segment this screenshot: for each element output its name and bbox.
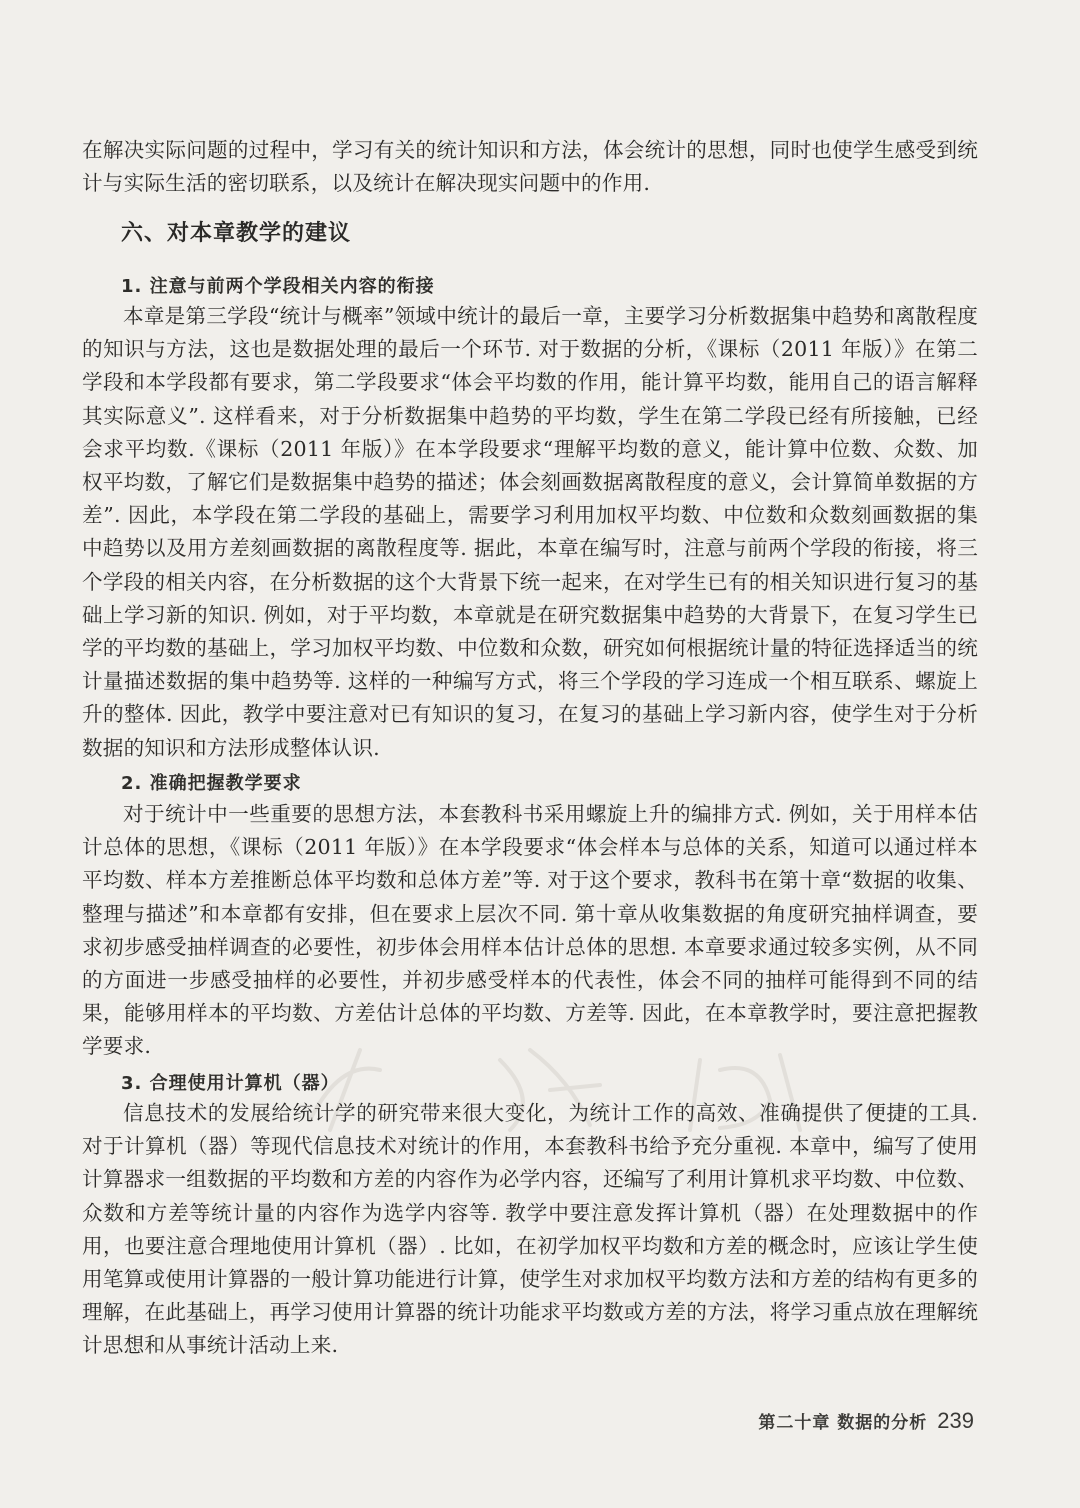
subsection-2-heading: 2. 准确把握教学要求 bbox=[121, 773, 302, 794]
section-title: 六、对本章教学的建议 bbox=[121, 221, 352, 246]
page-footer bbox=[758, 1408, 974, 1434]
footer-chapter-title: 第二十章 数据的分析 bbox=[758, 1413, 928, 1433]
subsection-1-heading: 1. 注意与前两个学段相关内容的衔接 bbox=[121, 276, 435, 297]
subsection-3-heading: 3. 合理使用计算机（器） bbox=[121, 1073, 340, 1094]
subsection-2-body: 对于统计中一些重要的思想方法，本套教科书采用螺旋上升的编排方式. 例如，关于用样本估计总体的思想，《课标（2011 年版）》在本学段要求“体会样本与总体的关系，知道可以通过样本平均数、样本方差推断总体平均数和总体方差”等. 对于这个要求，教科书在第十章“数据的收集、整理与描述”和本章都有安排，但在要求上层次不同. 第十章从收集数据的角度研究抽样调查，要求初步感受抽样调查的必要性，初步体会用样本估计总体的思想. 本章要求通过较多实例，从不同的方面进一步感受抽样的必要性，并初步感受样本的代表性，体会不同的抽样可能得到不同的结果，能够用样本的平均数、方差估计总体的平均数、方差等. 因此，在本章教学时，要注意把握教学要求. bbox=[82, 802, 978, 1059]
page-number: 239 bbox=[937, 1408, 974, 1433]
intro-paragraph: 在解决实际问题的过程中，学习有关的统计知识和方法，体会统计的思想，同时也使学生感受到统计与实际生活的密切联系，以及统计在解决现实问题中的作用. bbox=[82, 138, 978, 196]
subsection-3-body: 信息技术的发展给统计学的研究带来很大变化，为统计工作的高效、准确提供了便捷的工具. 对于计算机（器）等现代信息技术对统计的作用，本套教科书给予充分重视. 本章中，编写了使用计算器求一组数据的平均数和方差的内容作为必学内容，还编写了利用计算机求平均数、中位数、众数和方差等统计量的内容作为选学内容等. 教学中要注意发挥计算机（器）在处理数据中的作用，也要注意合理地使用计算机（器）. 比如，在初学加权平均数和方差的概念时，应该让学生使用笔算或使用计算器的一般计算功能进行计算，使学生对求加权平均数方法和方差的结构有更多的理解，在此基础上，再学习使用计算器的统计功能求平均数或方差的方法，将学习重点放在理解统计思想和从事统计活动上来. bbox=[82, 1101, 978, 1358]
subsection-1-body: 本章是第三学段“统计与概率”领域中统计的最后一章，主要学习分析数据集中趋势和离散程度的知识与方法，这也是数据处理的最后一个环节. 对于数据的分析，《课标（2011 年版）》在第二学段和本学段都有要求，第二学段要求“体会平均数的作用，能计算平均数，能用自己的语言解释其实际意义”. 这样看来，对于分析数据集中趋势的平均数，学生在第二学段已经有所接触，已经会求平均数.《课标（2011 年版）》在本学段要求“理解平均数的意义，能计算中位数、众数、加权平均数，了解它们是数据集中趋势的描述；体会刻画数据离散程度的意义，会计算简单数据的方差”. 因此，本学段在第二学段的基础上，需要学习利用加权平均数、中位数和众数刻画数据的集中趋势以及用方差刻画数据的离散程度等. 据此，本章在编写时，注意与前两个学段的衔接，将三个学段的相关内容，在分析数据的这个大背景下统一起来，在对学生已有的相关知识进行复习的基础上学习新的知识. 例如，对于平均数，本章就是在研究数据集中趋势的大背景下，在复习学生已学的平均数的基础上，学习加权平均数、中位数和众数，研究如何根据统计量的特征选择适当的统计量描述数据的集中趋势等. 这样的一种编写方式，将三个学段的学习连成一个相互联系、螺旋上升的整体. 因此，教学中要注意对已有知识的复习，在复习的基础上学习新内容，使学生对于分析数据的知识和方法形成整体认识. bbox=[82, 304, 978, 760]
